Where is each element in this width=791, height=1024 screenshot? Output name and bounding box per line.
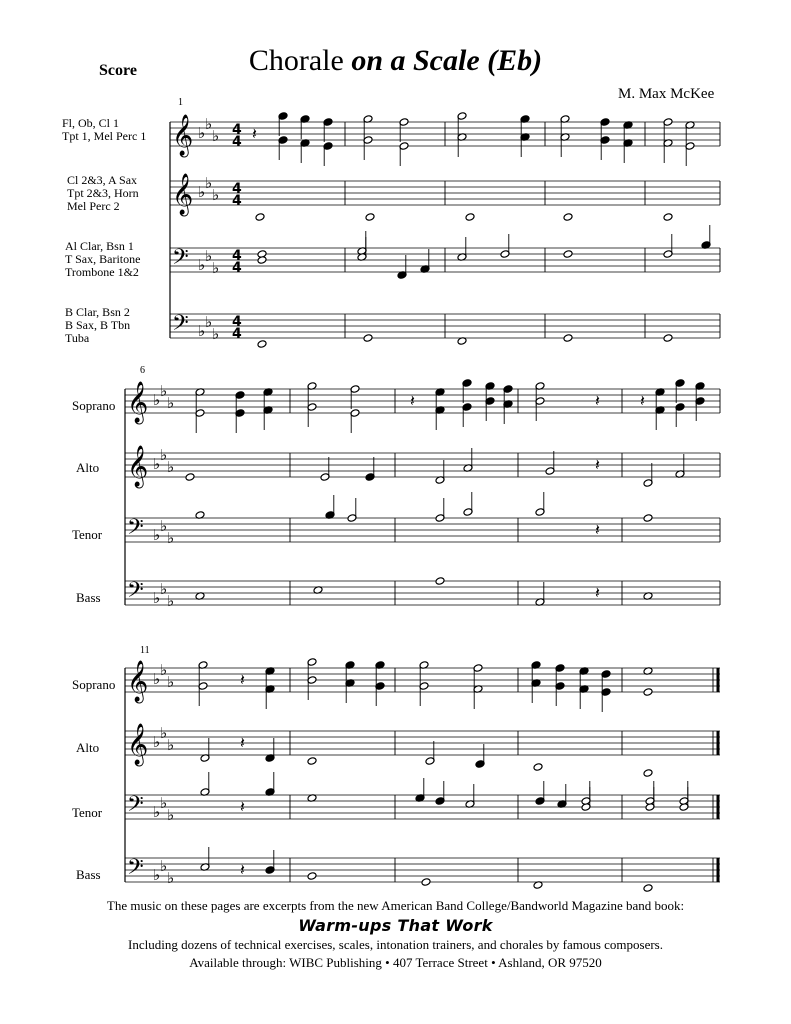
flat-icon: ♭ xyxy=(160,382,168,400)
flat-icon: ♭ xyxy=(160,580,168,598)
flat-icon: ♭ xyxy=(153,526,161,544)
flat-icon: ♭ xyxy=(160,794,168,812)
part-label-line: Al Clar, Bsn 1 xyxy=(65,239,134,253)
note-head xyxy=(435,577,445,586)
footer-book-title: Warm-ups That Work xyxy=(298,916,493,935)
flat-icon: ♭ xyxy=(198,124,206,142)
whole-note xyxy=(563,213,573,222)
footer-line1: The music on these pages are excerpts from the new American Band College/Bandworld Magazine band book: xyxy=(106,898,685,913)
treble-clef-icon: 𝄞 xyxy=(127,382,149,423)
bass-clef-icon: 𝄢 xyxy=(127,855,144,885)
note-head xyxy=(257,256,267,265)
title-main: Chorale xyxy=(248,44,352,77)
note-head xyxy=(185,473,195,482)
flat-icon: ♭ xyxy=(153,866,161,884)
quarter-rest-icon: 𝄽 xyxy=(240,733,245,752)
part-alto: Alto xyxy=(76,740,100,755)
whole-note xyxy=(257,340,267,349)
flat-icon: ♭ xyxy=(167,673,175,691)
flat-icon: ♭ xyxy=(153,589,161,607)
part-label-line: Tpt 1, Mel Perc 1 xyxy=(62,129,147,143)
part-bass: Bass xyxy=(76,590,101,605)
note-head xyxy=(421,878,431,887)
part-label-line: T Sax, Baritone xyxy=(65,252,141,266)
flat-icon: ♭ xyxy=(153,455,161,473)
flat-icon: ♭ xyxy=(167,529,175,547)
flat-icon: ♭ xyxy=(167,458,175,476)
flat-icon: ♭ xyxy=(160,857,168,875)
measure-number: 6 xyxy=(140,365,145,376)
flat-icon: ♭ xyxy=(212,186,220,204)
flat-icon: ♭ xyxy=(167,592,175,610)
part-soprano: Soprano xyxy=(72,677,116,692)
note-head xyxy=(307,872,317,881)
part-tenor: Tenor xyxy=(72,527,103,542)
flat-icon: ♭ xyxy=(160,661,168,679)
flat-icon: ♭ xyxy=(153,733,161,751)
time-signature-top: 4 xyxy=(232,181,242,197)
flat-icon: ♭ xyxy=(198,183,206,201)
quarter-rest-icon: 𝄽 xyxy=(595,391,600,410)
part-label-line: Trombone 1&2 xyxy=(65,265,139,279)
part-tenor: Tenor xyxy=(72,805,103,820)
flat-icon: ♭ xyxy=(160,517,168,535)
flat-icon: ♭ xyxy=(205,247,213,265)
flat-icon: ♭ xyxy=(205,115,213,133)
flat-icon: ♭ xyxy=(212,259,220,277)
treble-clef-icon: 𝄞 xyxy=(127,724,149,765)
part-alto: Alto xyxy=(76,460,100,475)
composer: M. Max McKee xyxy=(618,86,715,102)
whole-note xyxy=(465,213,475,222)
note-head xyxy=(643,688,653,697)
flat-icon: ♭ xyxy=(153,670,161,688)
quarter-rest-icon: 𝄽 xyxy=(595,583,600,602)
treble-clef-icon: 𝄞 xyxy=(127,661,149,702)
time-signature-bottom: 4 xyxy=(232,193,242,209)
part-label-line: Fl, Ob, Cl 1 xyxy=(62,116,120,130)
title-italic: on a Scale (Eb) xyxy=(351,44,543,77)
time-signature-top: 4 xyxy=(232,314,242,330)
note-head xyxy=(307,757,317,766)
time-signature-top: 4 xyxy=(232,122,242,138)
part-label-line: B Sax, B Tbn xyxy=(65,318,131,332)
score-label: Score xyxy=(99,62,137,79)
treble-clef-icon: 𝄞 xyxy=(172,115,194,156)
whole-note xyxy=(663,334,673,343)
flat-icon: ♭ xyxy=(212,127,220,145)
flat-icon: ♭ xyxy=(167,806,175,824)
note-head xyxy=(643,514,653,523)
time-signature-bottom: 4 xyxy=(232,134,242,150)
treble-clef-icon: 𝄞 xyxy=(172,174,194,215)
time-signature-top: 4 xyxy=(232,248,242,264)
flat-icon: ♭ xyxy=(160,724,168,742)
treble-clef-icon: 𝄞 xyxy=(127,446,149,487)
flat-icon: ♭ xyxy=(198,256,206,274)
bass-clef-icon: 𝄢 xyxy=(127,515,144,545)
flat-icon: ♭ xyxy=(153,803,161,821)
quarter-rest-icon: 𝄽 xyxy=(640,391,645,410)
note-head xyxy=(563,250,573,259)
measure-number: 1 xyxy=(178,97,183,108)
flat-icon: ♭ xyxy=(160,446,168,464)
flat-icon: ♭ xyxy=(167,736,175,754)
part-label-line: Cl 2&3, A Sax xyxy=(67,173,138,187)
part-soprano: Soprano xyxy=(72,398,116,413)
note-head xyxy=(533,763,543,772)
whole-note xyxy=(663,213,673,222)
time-signature-bottom: 4 xyxy=(232,326,242,342)
bass-clef-icon: 𝄢 xyxy=(127,792,144,822)
part-label-line: B Clar, Bsn 2 xyxy=(65,305,130,319)
bass-clef-icon: 𝄢 xyxy=(172,311,189,341)
footer-line3: Including dozens of technical exercises, scales, intonation trainers, and chorales by famous composers. xyxy=(128,937,663,952)
flat-icon: ♭ xyxy=(198,322,206,340)
flat-icon: ♭ xyxy=(167,394,175,412)
flat-icon: ♭ xyxy=(153,391,161,409)
quarter-rest-icon: 𝄽 xyxy=(410,391,415,410)
note-head xyxy=(643,769,653,778)
measure-number: 11 xyxy=(140,645,150,656)
quarter-rest-icon: 𝄽 xyxy=(252,124,257,143)
time-signature-bottom: 4 xyxy=(232,260,242,276)
bass-clef-icon: 𝄢 xyxy=(172,245,189,275)
flat-icon: ♭ xyxy=(205,313,213,331)
quarter-rest-icon: 𝄽 xyxy=(240,670,245,689)
quarter-rest-icon: 𝄽 xyxy=(595,520,600,539)
quarter-rest-icon: 𝄽 xyxy=(240,797,245,816)
whole-note xyxy=(363,334,373,343)
whole-note xyxy=(255,213,265,222)
note-head xyxy=(643,884,653,893)
flat-icon: ♭ xyxy=(205,174,213,192)
whole-note xyxy=(563,334,573,343)
flat-icon: ♭ xyxy=(212,325,220,343)
part-bass: Bass xyxy=(76,867,101,882)
part-label-line: Tpt 2&3, Horn xyxy=(67,186,139,200)
part-label-line: Tuba xyxy=(65,331,90,345)
bass-clef-icon: 𝄢 xyxy=(127,578,144,608)
part-label-line: Mel Perc 2 xyxy=(67,199,120,213)
quarter-rest-icon: 𝄽 xyxy=(595,455,600,474)
whole-note xyxy=(365,213,375,222)
footer-line4: Available through: WIBC Publishing • 407 Terrace Street • Ashland, OR 97520 xyxy=(189,955,602,970)
quarter-rest-icon: 𝄽 xyxy=(240,860,245,879)
flat-icon: ♭ xyxy=(167,869,175,887)
